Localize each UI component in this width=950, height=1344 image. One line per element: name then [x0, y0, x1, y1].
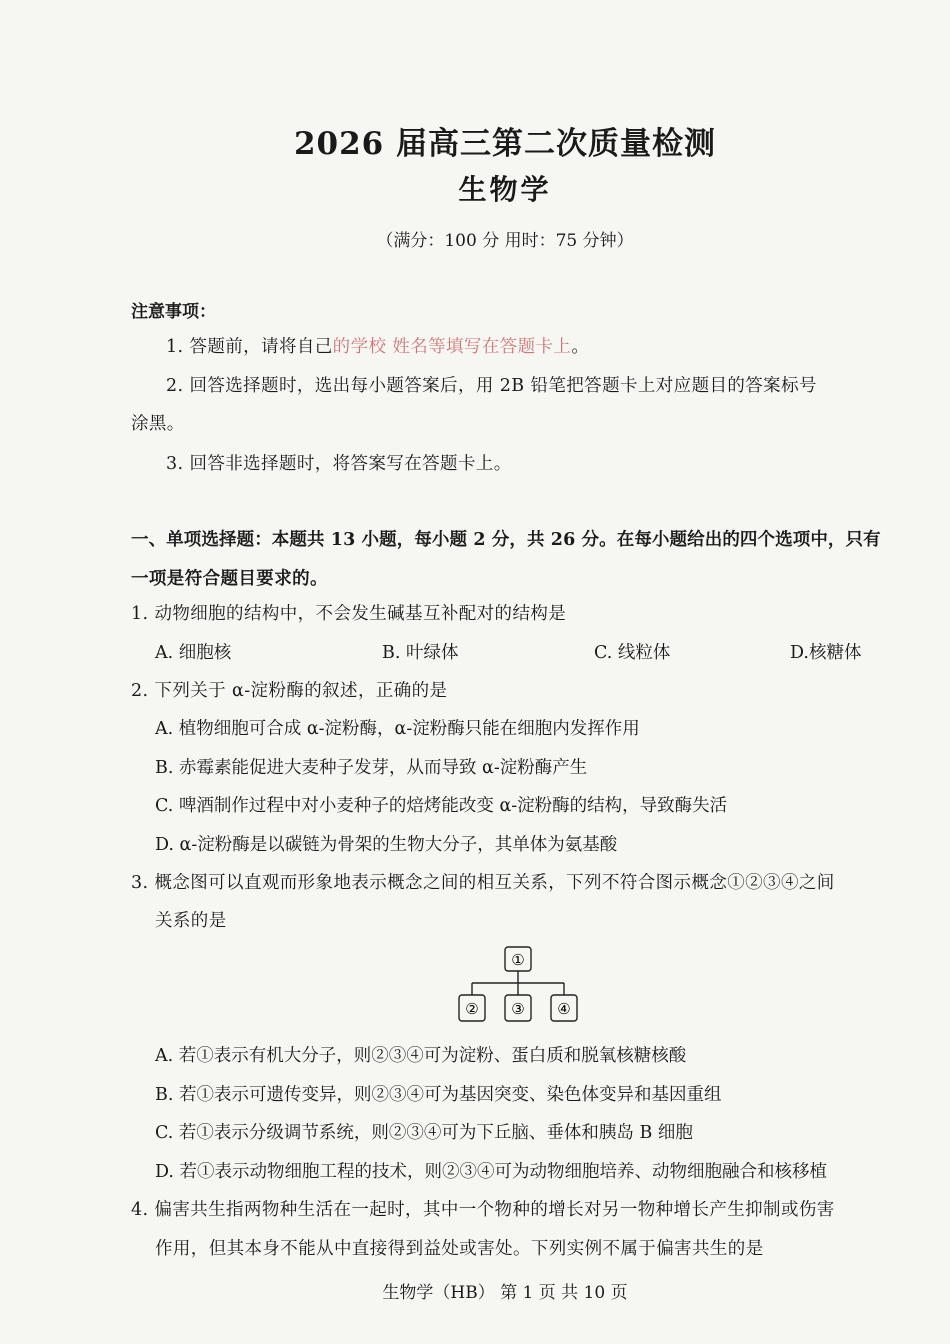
notice-item-2-line-1: 2. 回答选择题时，选出每小题答案后，用 2B 铅笔把答题卡上对应题目的答案标号 — [166, 376, 817, 396]
notice-item-1 — [166, 333, 589, 358]
question-2-stem: 2. 下列关于 α-淀粉酶的叙述，正确的是 — [131, 681, 448, 701]
notice-heading: 注意事项： — [131, 302, 216, 322]
question-1-option-d: D.核糖体 — [790, 643, 862, 663]
question-4-stem-line-1: 4. 偏害共生指两物种生活在一起时，其中一个物种的增长对另一物种增长产生抑制或伤害 — [131, 1200, 835, 1220]
question-1-option-b: B. 叶绿体 — [382, 643, 459, 663]
child-node-label-4: ④ — [557, 1000, 571, 1018]
child-node-label-2: ② — [465, 1000, 479, 1018]
question-2-option-b: B. 赤霉素能促进大麦种子发芽，从而导致 α-淀粉酶产生 — [155, 758, 588, 778]
question-3-option-c: C. 若①表示分级调节系统，则②③④可为下丘脑、垂体和胰岛 B 细胞 — [155, 1123, 693, 1143]
question-3-stem-line-1: 3. 概念图可以直观而形象地表示概念之间的相互关系，下列不符合图示概念①②③④之间 — [131, 873, 835, 893]
question-1-stem: 1. 动物细胞的结构中，不会发生碱基互补配对的结构是 — [131, 604, 567, 624]
exam-title: 2026 届高三第二次质量检测 — [293, 126, 717, 162]
score-time-info: （满分：100 分 用时：75 分钟） — [376, 231, 634, 251]
notice-item-3: 3. 回答非选择题时，将答案写在答题卡上。 — [166, 454, 512, 474]
subject-title: 生物学 — [458, 173, 552, 206]
section-heading-line-1: 一、单项选择题：本题共 13 小题，每小题 2 分，共 26 分。在每小题给出的四个选项中，只有 — [131, 530, 881, 550]
question-2-option-c: C. 啤酒制作过程中对小麦种子的焙烤能改变 α-淀粉酶的结构，导致酶失活 — [155, 796, 728, 816]
notice-item-2-line-2: 涂黑。 — [131, 414, 185, 434]
question-1-option-c: C. 线粒体 — [594, 643, 671, 663]
question-3-option-b: B. 若①表示可遗传变异，则②③④可为基因突变、染色体变异和基因重组 — [155, 1085, 722, 1105]
question-1-option-a: A. 细胞核 — [155, 643, 232, 663]
question-3-option-a: A. 若①表示有机大分子，则②③④可为淀粉、蛋白质和脱氧核糖核酸 — [155, 1046, 687, 1066]
question-2-option-a: A. 植物细胞可合成 α-淀粉酶，α-淀粉酶只能在细胞内发挥作用 — [155, 719, 640, 739]
concept-diagram-svg — [455, 945, 585, 1027]
section-heading-line-2: 一项是符合题目要求的。 — [131, 569, 328, 589]
page-footer: 生物学（HB） 第 1 页 共 10 页 — [382, 1283, 628, 1303]
child-node-label-3: ③ — [511, 1000, 525, 1018]
question-2-option-d: D. α-淀粉酶是以碳链为骨架的生物大分子，其单体为氨基酸 — [155, 835, 618, 855]
notice-item-1-stamped-text: 的学校 姓名等填写在答题卡上 — [332, 337, 572, 357]
notice-item-1-end: 。 — [571, 337, 590, 357]
question-3-option-d: D. 若①表示动物细胞工程的技术，则②③④可为动物细胞培养、动物细胞融合和核移植 — [155, 1162, 828, 1182]
concept-diagram — [455, 945, 585, 1027]
question-3-stem-line-2: 关系的是 — [155, 911, 227, 931]
notice-item-1-text: 1. 答题前，请将自己 — [166, 337, 333, 357]
question-4-stem-line-2: 作用，但其本身不能从中直接得到益处或害处。下列实例不属于偏害共生的是 — [155, 1239, 764, 1259]
root-node-label: ① — [511, 951, 525, 969]
